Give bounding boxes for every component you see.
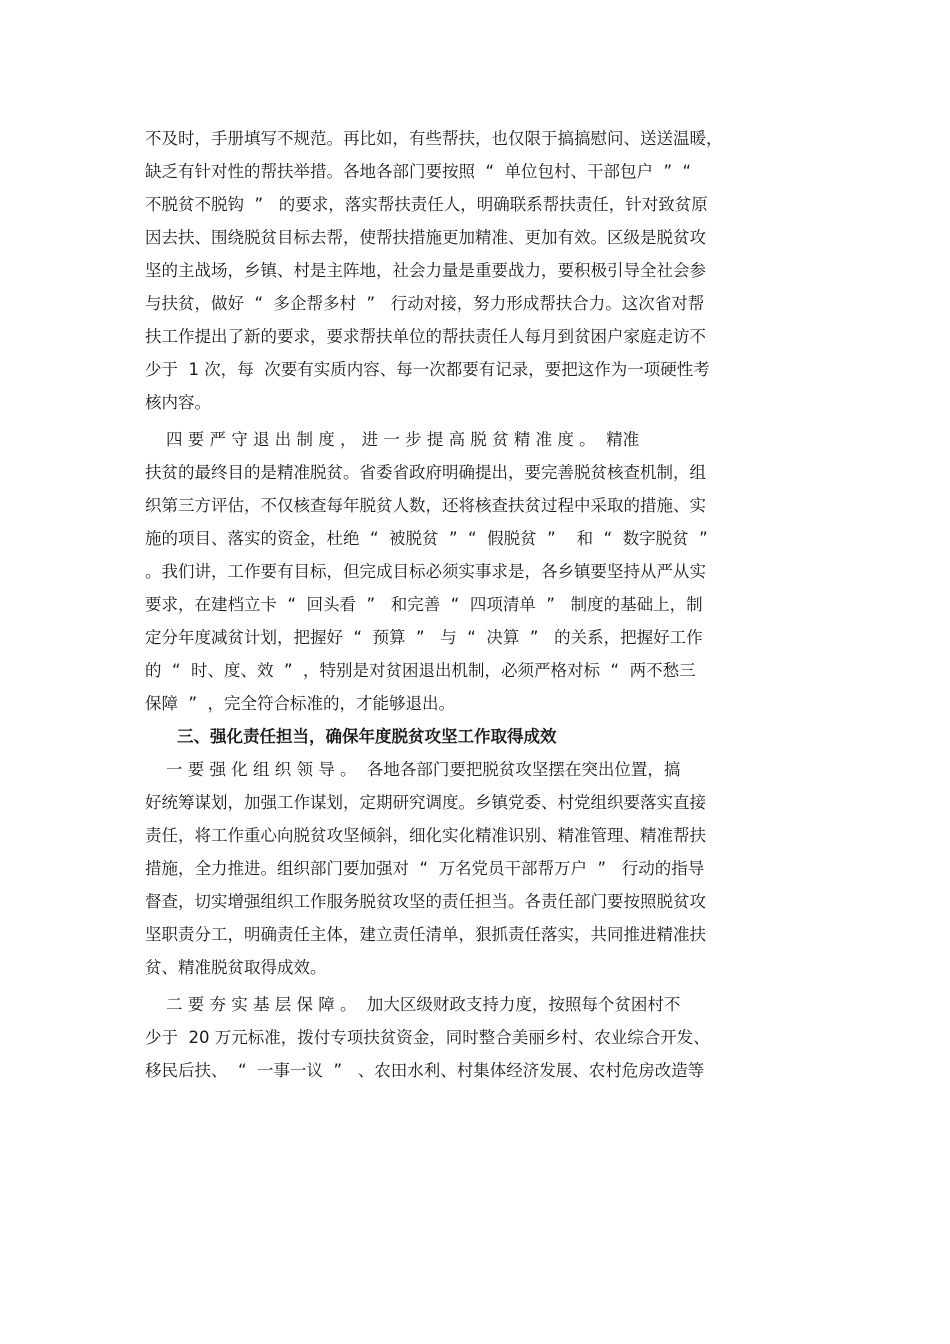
text-line: 定分年度减贫计划，把握好 “ 预算 ” 与 “ 决算 ” 的关系，把握好工作	[145, 628, 703, 647]
text-line: 少于 1 次，每 次要有实质内容、每一次都要有记录，要把这作为一项硬性考	[145, 360, 710, 379]
text-line: 二 要 夯 实 基 层 保 障 。 加大区级财政支持力度，按照每个贫困村不	[145, 995, 681, 1014]
text-line: 坚职责分工，明确责任主体，建立责任清单，狠抓责任落实，共同推进精准扶	[145, 925, 706, 944]
paragraph-organization	[145, 753, 805, 984]
text-line: 的 “ 时、度、效 ” ，特别是对贫困退出机制，必须严格对标 “ 两不愁三	[145, 661, 696, 680]
text-line: 好统筹谋划，加强工作谋划，定期研究调度。乡镇党委、村党组织要落实直接	[145, 793, 706, 812]
text-line: 贫、精准脱贫取得成效。	[145, 958, 327, 977]
text-line: 施的项目、落实的资金，杜绝 “ 被脱贫 ” “ 假脱贫 ” 和 “ 数字脱贫 ”	[145, 529, 708, 548]
paragraph-grassroots	[145, 988, 805, 1087]
text-line: 坚的主战场，乡镇、村是主阵地，社会力量是重要战力，要积极引导全社会参	[145, 261, 706, 280]
section-heading-text: 三、强化责任担当，确保年度脱贫攻坚工作取得成效	[177, 727, 557, 746]
text-line: 不脱贫不脱钩 ” 的要求，落实帮扶责任人，明确联系帮扶责任，针对致贫原	[145, 195, 708, 214]
section-heading	[145, 720, 805, 753]
paragraph-assistance	[145, 122, 805, 419]
text-line: 与扶贫，做好 “ 多企帮多村 ” 行动对接，努力形成帮扶合力。这次省对帮	[145, 294, 705, 313]
document-body	[145, 122, 805, 1087]
text-line: 织第三方评估，不仅核查每年脱贫人数，还将核查扶贫过程中采取的措施、实	[145, 496, 706, 515]
text-line: 责任，将工作重心向脱贫攻坚倾斜，细化实化精准识别、精准管理、精准帮扶	[145, 826, 706, 845]
text-line: 一 要 强 化 组 织 领 导 。 各地各部门要把脱贫攻坚摆在突出位置，搞	[145, 760, 681, 779]
text-line: 扶贫的最终目的是精准脱贫。省委省政府明确提出，要完善脱贫核查机制，组	[145, 463, 706, 482]
text-line: 少于 20 万元标准，拨付专项扶贫资金，同时整合美丽乡村、农业综合开发、	[145, 1028, 710, 1047]
text-line: 因去扶、围绕脱贫目标去帮，使帮扶措施更加精准、更加有效。区级是脱贫攻	[145, 228, 706, 247]
text-line: 缺乏有针对性的帮扶举措。各地各部门要按照 “ 单位包村、干部包户 ” “	[145, 162, 692, 181]
text-line: 移民后扶、 “ 一事一议 ” 、农田水利、村集体经济发展、农村危房改造等	[145, 1061, 705, 1080]
text-line: 要求，在建档立卡 “ 回头看 ” 和完善 “ 四项清单 ” 制度的基础上，制	[145, 595, 703, 614]
text-line: 保障 ” ，完全符合标准的，才能够退出。	[145, 694, 456, 713]
paragraph-exit-system	[145, 423, 805, 720]
text-line: 四 要 严 守 退 出 制 度 ， 进 一 步 提 高 脱 贫 精 准 度 。 精准	[145, 430, 640, 449]
text-line: 。我们讲，工作要有目标，但完成目标必须实事求是，各乡镇要坚持从严从实	[145, 562, 706, 581]
text-line: 督查，切实增强组织工作服务脱贫攻坚的责任担当。各责任部门要按照脱贫攻	[145, 892, 706, 911]
text-line: 扶工作提出了新的要求，要求帮扶单位的帮扶责任人每月到贫困户家庭走访不	[145, 327, 706, 346]
text-line: 核内容。	[145, 393, 211, 412]
text-line: 不及时，手册填写不规范。再比如，有些帮扶，也仅限于搞搞慰问、送送温暖，	[145, 129, 723, 148]
text-line: 措施，全力推进。组织部门要加强对 “ 万名党员干部帮万户 ” 行动的指导	[145, 859, 705, 878]
